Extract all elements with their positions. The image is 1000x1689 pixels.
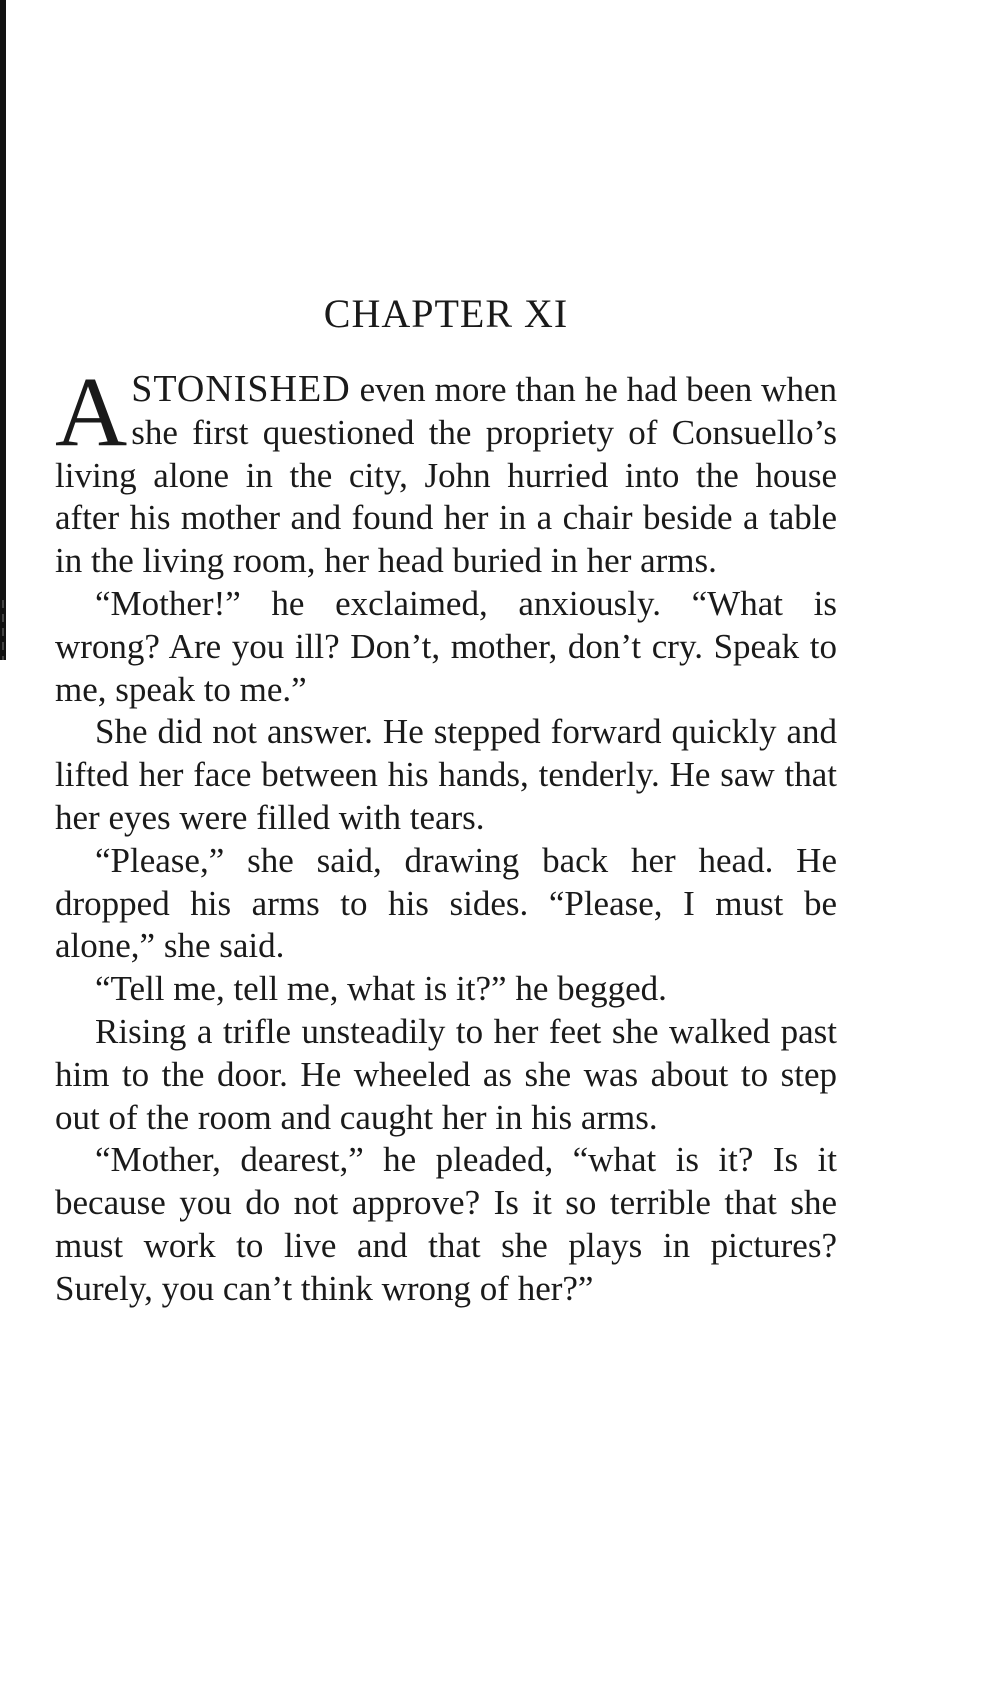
chapter-heading: CHAPTER XI — [323, 291, 569, 336]
paragraph: “Tell me, tell me, what is it?” he begged. — [95, 969, 667, 1009]
paragraph: She did not answer. He stepped forward quickly and lifted her face between his hands, tenderly. He saw that her eyes were filled with tears. — [55, 712, 837, 837]
paragraph: “Mother, dearest,” he pleaded, “what is it? Is it because you do not approve? Is it so terrible that she must work to live and that she plays in pictures? Surely, you can’t think wrong of her?” — [55, 1140, 837, 1308]
paragraph: Rising a trifle unsteadily to her feet she walked past him to the door. He wheeled as she was about to step out of the room and caught her in his arms. — [55, 1011, 837, 1137]
paragraph: “Mother!” he exclaimed, anxiously. “What is wrong? Are you ill? Don’t, mother, don’t cry. Speak to me, speak to me.” — [55, 583, 837, 709]
opening-paragraph — [55, 356, 837, 583]
drop-cap: A — [55, 356, 128, 467]
body-text — [55, 356, 837, 1311]
paragraph: “Please,” she said, drawing back her head. He dropped his arms to his sides. “Please, I must be alone,” she said. — [55, 840, 837, 966]
opening-small-caps: STONISHED — [131, 368, 351, 410]
opening-paragraph-text: even more than he had been when she first questioned the propriety of Consuello’s living alone in the city, John hurried into the house after his mother and found her in a chair beside a table in the living room, her head buried in her arms. — [55, 370, 837, 581]
page-edge-rule — [0, 0, 6, 660]
page-edge-dash — [2, 600, 4, 660]
